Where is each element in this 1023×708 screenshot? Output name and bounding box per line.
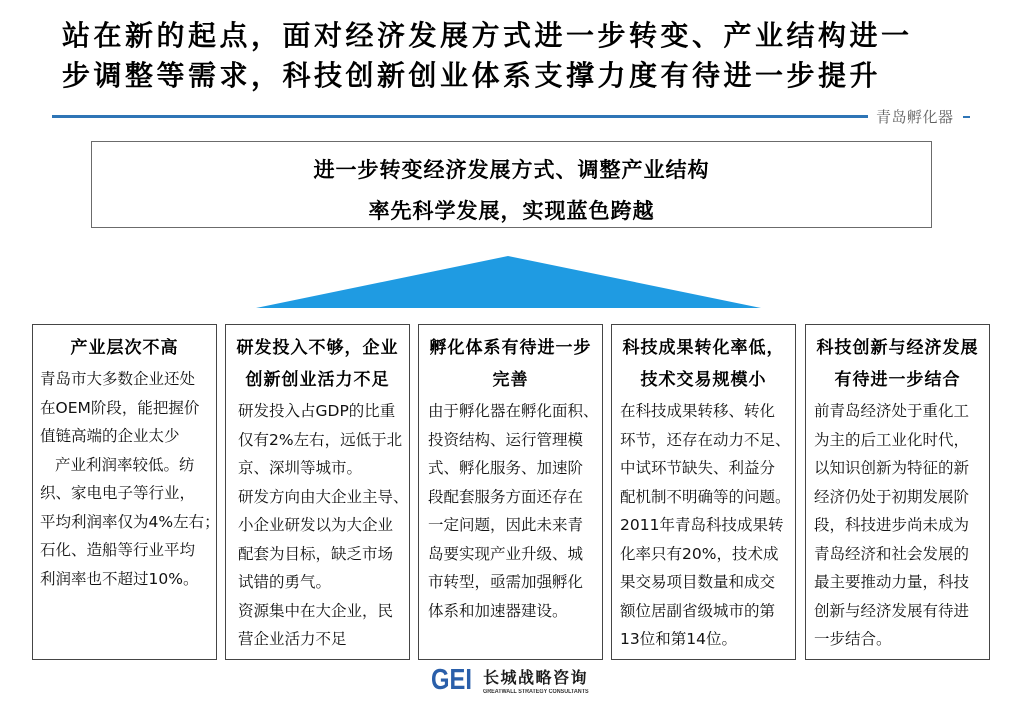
- box-heading-line: 科技创新与经济发展: [816, 338, 979, 358]
- box-body-line: 利润率也不超过10%。: [40, 569, 199, 588]
- goal-box: [91, 141, 932, 228]
- box-body: [419, 397, 602, 625]
- box-heading-line: 科技成果转化率低，: [622, 338, 785, 358]
- box-body-line: 一步结合。: [814, 630, 892, 648]
- slide-title: [62, 16, 913, 96]
- box-heading-line: 孵化体系有待进一步: [429, 338, 592, 358]
- box-heading-line: 研发投入不够，企业: [236, 338, 399, 358]
- box-body-line: 配机制不明确等的问题。: [620, 487, 791, 506]
- box-body-line: 试错的勇气。: [238, 573, 332, 591]
- box-body-line: 额位居副省级城市的第: [620, 601, 776, 620]
- box-body: [33, 365, 220, 593]
- box-body-line: 由于孵化器在孵化面积、: [428, 402, 599, 420]
- box-body-line: 中试环节缺失、利益分: [620, 459, 776, 477]
- goal-line: 进一步转变经济发展方式、调整产业结构: [313, 158, 710, 182]
- box-body-line: 研发方向由大企业主导、: [238, 487, 409, 506]
- box-heading-line: 产业层次不高: [70, 338, 179, 358]
- issue-box-rd-investment: [225, 324, 410, 660]
- box-body-line: 资源集中在大企业，民: [238, 601, 394, 620]
- box-body-line: 青岛市大多数企业还处: [40, 370, 196, 388]
- header-divider: [52, 115, 868, 118]
- box-heading-line: 创新创业活力不足: [245, 370, 390, 390]
- box-body-line: 2011年青岛科技成果转: [620, 516, 784, 534]
- box-body-line: 京、深圳等城市。: [238, 459, 363, 477]
- logo-mark: GEI: [431, 664, 472, 696]
- box-body-line: 创新与经济发展有待进: [814, 601, 970, 620]
- triangle-shape: [256, 256, 761, 308]
- box-body-line: 岛要实现产业升级、城: [428, 544, 584, 563]
- box-body-line: 以知识创新为特征的新: [814, 459, 970, 477]
- box-body-line: 在OEM阶段，能把握价: [40, 398, 200, 417]
- logo-name-cn: 长城战略咨询: [483, 668, 589, 687]
- header-tag-dash: [963, 116, 970, 118]
- box-body-line: 研发投入占GDP的比重: [238, 402, 396, 420]
- box-body-line: 仅有2%左右，远低于北: [238, 430, 403, 449]
- box-body-line: 小企业研发以为大企业: [238, 516, 394, 534]
- box-body-line: 前青岛经济处于重化工: [814, 402, 970, 420]
- box-heading-line: 技术交易规模小: [640, 370, 767, 390]
- box-body-line: 平均利润率仅为4%左右；: [40, 512, 220, 531]
- issue-box-innovation-integration: [805, 324, 990, 660]
- box-body-line: 营企业活力不足: [238, 630, 347, 648]
- slide-title-line: 步调整等需求，科技创新创业体系支撑力度有待进一步提升: [62, 59, 882, 92]
- box-body-line: 环节，还存在动力不足、: [620, 430, 791, 449]
- box-body-line: 产业利润率较低。纺: [55, 455, 195, 474]
- box-body-line: 式、孵化服务、加速阶: [428, 459, 584, 477]
- box-heading-line: 完善: [492, 370, 529, 390]
- issue-box-incubation-system: [418, 324, 603, 660]
- upward-triangle-arrow: [256, 256, 761, 308]
- box-body-line: 投资结构、运行管理模: [428, 430, 584, 449]
- box-body: [612, 397, 795, 654]
- box-body-line: 市转型，亟需加强孵化: [428, 573, 584, 591]
- box-body-line: 一定问题，因此未来青: [428, 516, 584, 534]
- issue-box-tech-transfer: [611, 324, 796, 660]
- box-body-line: 织、家电电子等行业，: [40, 484, 196, 502]
- goal-line: 率先科学发展，实现蓝色跨越: [368, 199, 655, 223]
- box-body: [226, 397, 409, 654]
- slide-title-line: 站在新的起点，面对经济发展方式进一步转变、产业结构进一: [62, 19, 913, 52]
- box-heading-line: 有待进一步结合: [834, 370, 961, 390]
- box-body-line: 13位和第14位。: [620, 630, 737, 648]
- box-body-line: 在科技成果转移、转化: [620, 402, 776, 420]
- box-body-line: 化率只有20%，技术成: [620, 544, 779, 563]
- box-body-line: 经济仍处于初期发展阶: [814, 487, 970, 506]
- box-body: [806, 397, 989, 654]
- box-body-line: 石化、造船等行业平均: [40, 541, 196, 559]
- box-body-line: 为主的后工业化时代，: [814, 430, 970, 449]
- box-body-line: 体系和加速器建设。: [428, 601, 568, 620]
- box-body-line: 果交易项目数量和成交: [620, 573, 776, 591]
- box-body-line: 最主要推动力量，科技: [814, 573, 970, 591]
- logo-name-en: GREATWALL STRATEGY CONSULTANTS: [483, 689, 589, 695]
- box-body-line: 配套为目标，缺乏市场: [238, 544, 394, 563]
- box-body-line: 段，科技进步尚未成为: [814, 516, 970, 534]
- header-tag-label: 青岛孵化器: [876, 108, 954, 126]
- issue-box-industry-level: [32, 324, 220, 660]
- box-body-line: 值链高端的企业太少: [40, 427, 180, 445]
- box-body-line: 青岛经济和社会发展的: [814, 544, 970, 563]
- box-body-line: 段配套服务方面还存在: [428, 487, 584, 506]
